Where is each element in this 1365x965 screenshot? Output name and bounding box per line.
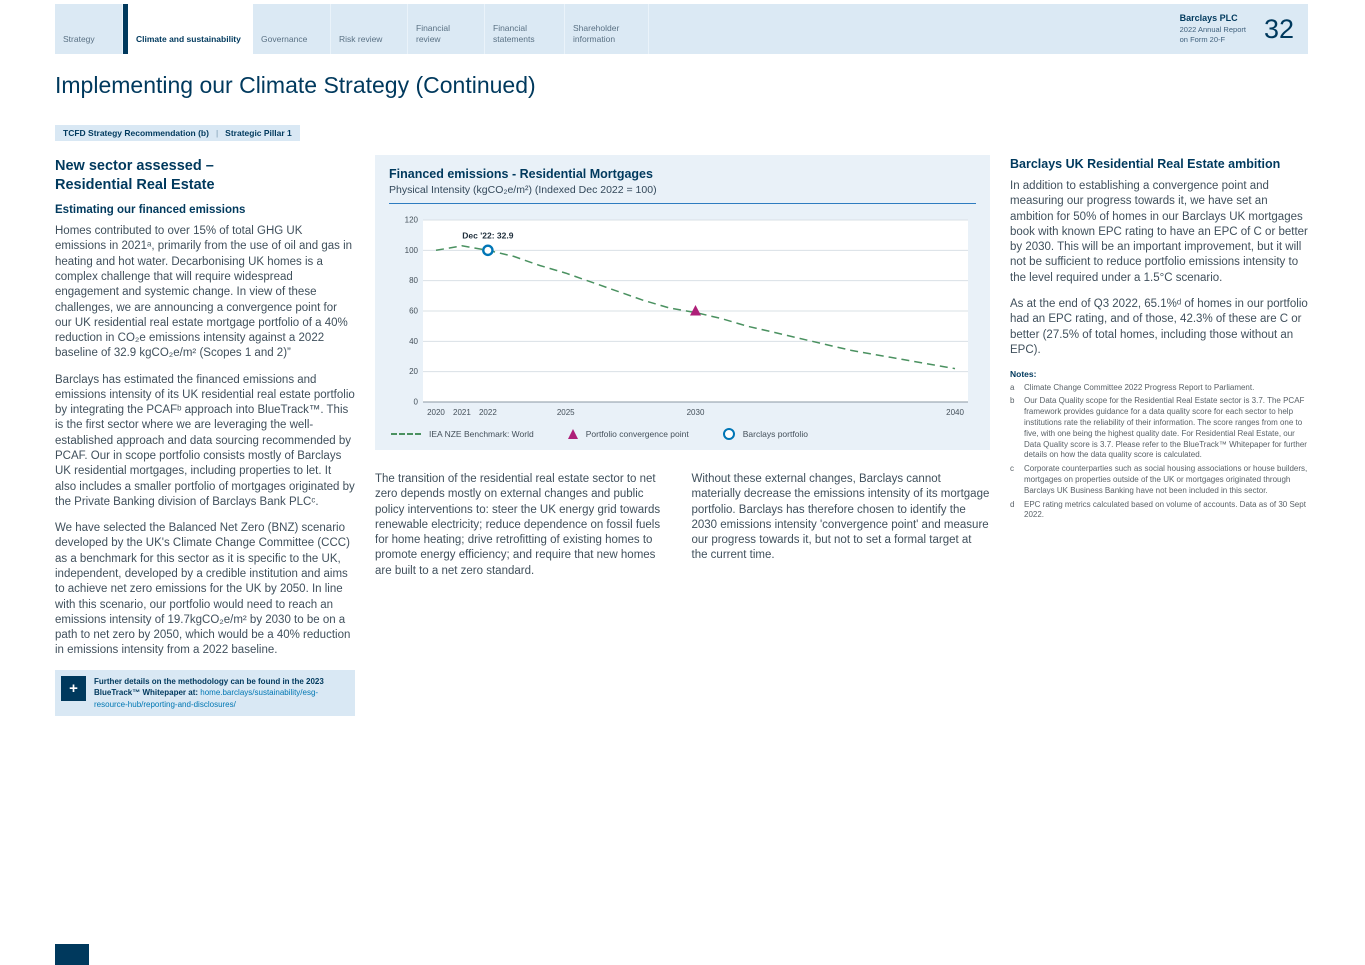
svg-text:2021: 2021 bbox=[453, 408, 471, 417]
svg-text:2040: 2040 bbox=[946, 408, 964, 417]
report-line-1: 2022 Annual Report bbox=[1179, 24, 1246, 34]
chart-rule bbox=[389, 203, 976, 204]
middle-column bbox=[375, 155, 990, 716]
svg-text:40: 40 bbox=[409, 336, 418, 346]
plus-icon bbox=[61, 676, 86, 701]
section-heading-line2: Residential Real Estate bbox=[55, 176, 215, 193]
middle-paragraphs bbox=[375, 472, 990, 590]
triangle-marker-icon bbox=[568, 429, 578, 439]
svg-text:Dec '22: 32.9: Dec '22: 32.9 bbox=[462, 230, 514, 241]
tab-label: Shareholder information bbox=[573, 22, 620, 44]
note-c bbox=[1010, 464, 1310, 496]
right-heading: Barclays UK Residential Real Estate ambition bbox=[1010, 157, 1281, 171]
tab-risk-review[interactable] bbox=[331, 4, 408, 54]
section-heading bbox=[55, 157, 355, 194]
chart-legend bbox=[389, 422, 976, 444]
left-column bbox=[55, 155, 355, 716]
right-column bbox=[1010, 155, 1310, 716]
tag-strip bbox=[55, 125, 300, 141]
note-id: b bbox=[1010, 396, 1015, 406]
note-d bbox=[1010, 500, 1310, 522]
svg-text:2020: 2020 bbox=[427, 408, 445, 417]
paragraph: The transition of the residential real estate sector to net zero depends mostly on external changes and public policy interventions to: steer the UK energy grid towards renewable electricity; reduce dependence on fossil fuels for home heating; drive retrofitting of existing homes to promote energy efficiency; and require that new homes are built to a net zero standard. bbox=[375, 473, 661, 577]
tab-label: Financial statements bbox=[493, 22, 535, 44]
chart-subtitle: Physical Intensity (kgCO₂e/m²) (Indexed Dec 2022 = 100) bbox=[389, 184, 657, 196]
page-title: Implementing our Climate Strategy (Continued) bbox=[55, 72, 536, 98]
tag-tcfd: TCFD Strategy Recommendation (b) bbox=[63, 128, 209, 138]
tab-shareholder-information[interactable] bbox=[565, 4, 649, 54]
note-text: Our Data Quality scope for the Residential Real Estate sector is 3.7. The PCAF framework provides guidance for a data quality score for each sector to help institutions rate the reliability of their information. The score ranges from one to five, with one being the highest quality date. For Residential Real Estate, our Data Quality score is 3.7. Please refer to the BlueTrack™ Whitepaper for further details on how the data quality score is calculated. bbox=[1024, 396, 1307, 460]
nav-spacer bbox=[649, 4, 1180, 54]
legend-item-benchmark bbox=[391, 429, 534, 439]
methodology-callout bbox=[55, 670, 355, 717]
dashed-line-icon bbox=[391, 433, 421, 435]
sub-heading: Estimating our financed emissions bbox=[55, 204, 246, 217]
tab-financial-review[interactable] bbox=[408, 4, 485, 54]
tag-separator: | bbox=[215, 128, 219, 138]
nav-right bbox=[1180, 4, 1308, 54]
note-id: c bbox=[1010, 464, 1014, 474]
callout-bold-text: Further details on the methodology can be found in the 2023 BlueTrack™ Whitepaper at: bbox=[94, 676, 324, 698]
line-chart bbox=[389, 210, 976, 422]
brand-block bbox=[1180, 12, 1246, 46]
legend-label: IEA NZE Benchmark: World bbox=[429, 429, 534, 439]
paragraph: In addition to establishing a convergence point and measuring our progress towards it, we have set an ambition for 50% of homes in our Barclays UK mortgages book with known EPC rating to have an EPC of C or better by 2030. This will be an important improvement, but it will not be sufficient to reduce portfolio emissions intensity to the level required under a 1.5°C scenario. bbox=[1010, 180, 1308, 284]
tab-label: Climate and sustainability bbox=[136, 33, 241, 44]
note-b bbox=[1010, 396, 1310, 461]
note-text: Corporate counterparties such as social housing associations or house builders, mortgages on properties outside of the UK or mortgages originated through Barclays UK Business Banking have not been included in this sector. bbox=[1024, 464, 1308, 495]
tab-label: Governance bbox=[261, 33, 308, 44]
methodology-link[interactable]: home.barclays/sustainability/esg-resource-hub/reporting-and-disclosures/ bbox=[94, 688, 319, 709]
svg-text:80: 80 bbox=[409, 276, 418, 286]
tab-label: Risk review bbox=[339, 33, 383, 44]
tab-strategy[interactable] bbox=[55, 4, 123, 54]
svg-text:2030: 2030 bbox=[686, 408, 705, 417]
svg-text:60: 60 bbox=[409, 306, 418, 316]
legend-label: Barclays portfolio bbox=[742, 429, 808, 439]
top-navigation bbox=[55, 4, 1308, 54]
notes-label: Notes: bbox=[1010, 369, 1037, 380]
circle-marker-icon bbox=[723, 428, 735, 440]
content-columns bbox=[55, 155, 1308, 716]
paragraph: Barclays has estimated the financed emissions and emissions intensity of its UK residential real estate portfolio by integrating the PCAFᵇ approach into BlueTrack™. This is the first sector where we are leveraging the well-established approach and data sourcing recommended by PCAF. Our in scope portfolio consists mostly of Barclays UK residential mortgages, including properties to let. It also includes a smaller portfolio of mortgages originated by the Private Banking division of Barclays Bank PLCᶜ. bbox=[55, 373, 355, 508]
tab-label: Financial review bbox=[416, 22, 451, 44]
legend-item-barclays-portfolio bbox=[723, 428, 808, 440]
paragraph: As at the end of Q3 2022, 65.1%ᵈ of homes in our portfolio had an EPC rating, and of those, 42.3% of these are C or better (27.5% of total homes, including those without an EPC). bbox=[1010, 297, 1308, 356]
note-text: EPC rating metrics calculated based on volume of accounts. Data as of 30 Sept 2022. bbox=[1024, 499, 1306, 520]
tab-label: Strategy bbox=[63, 33, 95, 44]
section-heading-line1: New sector assessed – bbox=[55, 158, 214, 174]
notes-section bbox=[1010, 369, 1310, 521]
svg-text:0: 0 bbox=[413, 397, 418, 407]
paragraph: Without these external changes, Barclays cannot materially decrease the emissions intensity of its mortgage portfolio. Barclays has therefore chosen to identify the 2030 emissions intensity 'convergence point' and measure our progress towards it, but not to set a formal target at the current time. bbox=[691, 473, 990, 562]
chart-panel bbox=[375, 155, 990, 450]
note-text: Climate Change Committee 2022 Progress Report to Parliament. bbox=[1024, 382, 1255, 392]
tab-governance[interactable] bbox=[253, 4, 331, 54]
note-a bbox=[1010, 383, 1310, 394]
svg-text:120: 120 bbox=[404, 215, 418, 225]
svg-text:2025: 2025 bbox=[556, 408, 575, 417]
chart-title: Financed emissions - Residential Mortgages bbox=[389, 167, 653, 181]
page-number: 32 bbox=[1263, 13, 1294, 44]
paragraph: Homes contributed to over 15% of total GHG UK emissions in 2021ᵃ, primarily from the use of oil and gas in heating and hot water. Decarbonising UK homes is a complex challenge that will require widespread engagement and systemic change. In view of these challenges, we are announcing a convergence point for our UK residential real estate mortgage portfolio of a 40% reduction in CO₂e emissions intensity against a 2022 baseline of 32.9 kgCO₂e/m² (Scopes 1 and 2)” bbox=[55, 225, 353, 360]
corner-flash bbox=[55, 944, 89, 965]
report-line-2: on Form 20-F bbox=[1179, 35, 1226, 45]
brand-name: Barclays PLC bbox=[1179, 13, 1238, 24]
tag-strategic-pillar: Strategic Pillar 1 bbox=[225, 128, 292, 138]
svg-text:2022: 2022 bbox=[478, 408, 497, 417]
tab-financial-statements[interactable] bbox=[485, 4, 565, 54]
svg-text:20: 20 bbox=[409, 367, 418, 377]
note-id: a bbox=[1010, 382, 1015, 392]
svg-text:100: 100 bbox=[404, 245, 418, 255]
legend-label: Portfolio convergence point bbox=[585, 429, 689, 439]
plus-glyph: + bbox=[69, 679, 78, 697]
tab-climate-and-sustainability[interactable] bbox=[123, 4, 253, 54]
legend-item-convergence-point bbox=[568, 429, 689, 439]
callout-text bbox=[92, 670, 355, 717]
note-id: d bbox=[1010, 499, 1015, 509]
paragraph: We have selected the Balanced Net Zero (BNZ) scenario developed by the UK's Climate Change Committee (CCC) as a benchmark for this sector as it is specific to the UK, independent, developed by a credible institution and aims to achieve net zero emissions for the UK by 2050. In line with this scenario, our portfolio would need to reach an emissions intensity of 19.7kgCO₂e/m² by 2030 to be on a path to net zero by 2050, which would be a 40% reduction in emissions intensity from a 2022 baseline. bbox=[55, 522, 351, 657]
